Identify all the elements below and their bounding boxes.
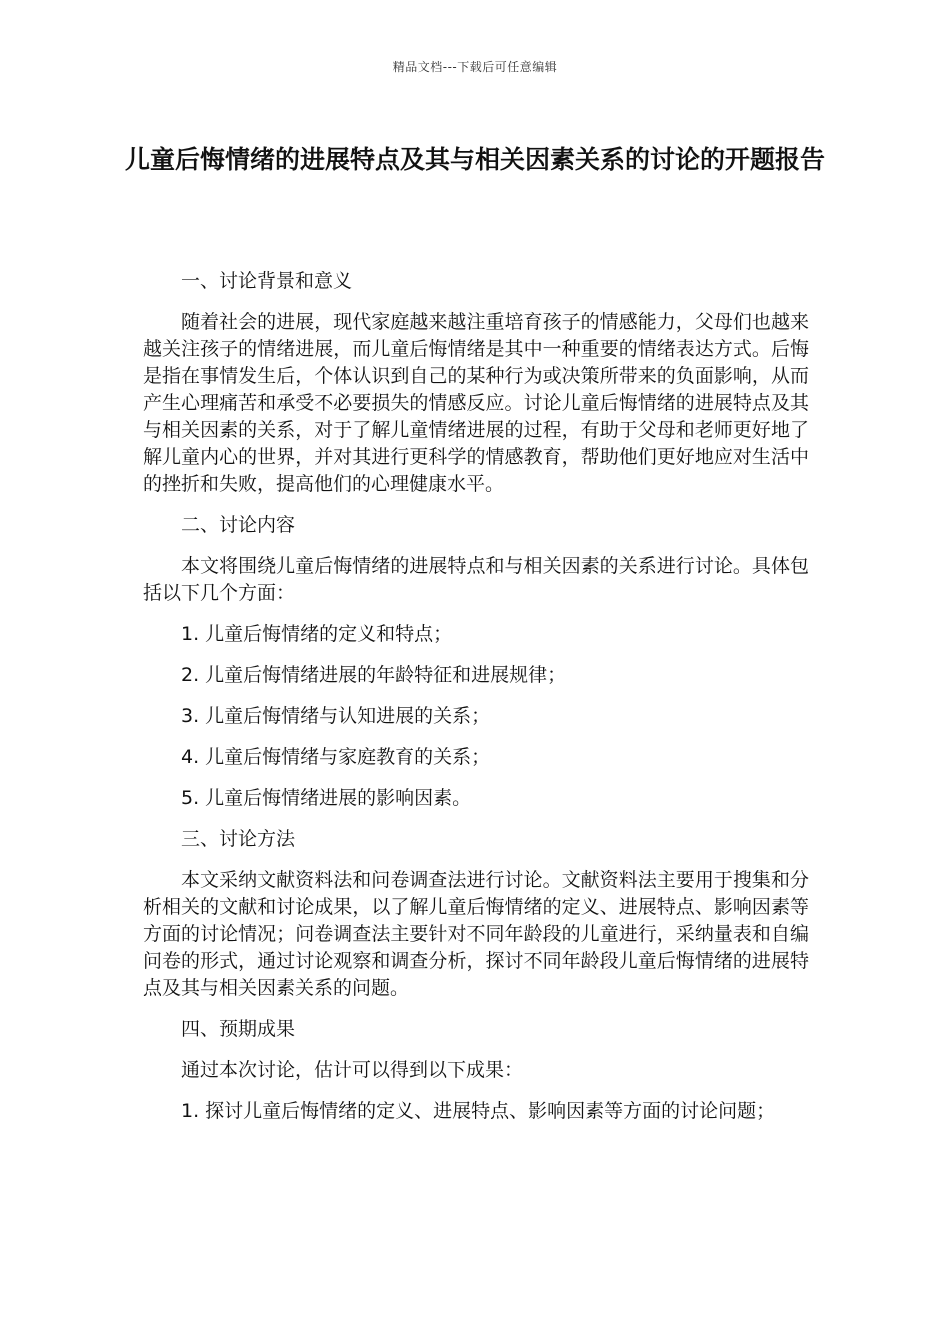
paragraph-outcomes-intro: 通过本次讨论，估计可以得到以下成果： — [181, 1059, 524, 1081]
list-item: 1. 探讨儿童后悔情绪的定义、进展特点、影响因素等方面的讨论问题； — [181, 1100, 776, 1122]
list-item: 4. 儿童后悔情绪与家庭教育的关系； — [181, 746, 491, 768]
section-heading-content: 二、讨论内容 — [181, 514, 296, 536]
list-item: 2. 儿童后悔情绪进展的年龄特征和进展规律； — [181, 664, 567, 686]
header-note: 精品文档---下载后可任意编辑 — [392, 60, 558, 74]
list-item: 5. 儿童后悔情绪进展的影响因素。 — [181, 787, 472, 809]
page-title: 儿童后悔情绪的进展特点及其与相关因素关系的讨论的开题报告 — [124, 145, 825, 174]
paragraph-methods: 本文采纳文献资料法和问卷调查法进行讨论。文献资料法主要用于搜集和分析相关的文献和讨论成果，以了解儿童后悔情绪的定义、进展特点、影响因素等方面的讨论情况；问卷调查法主要针对不同年龄段的儿童进行，采纳量表和自编问卷的形式，通过讨论观察和调查分析，探讨不同年龄段儿童后悔情绪的进展特点及其与相关因素关系的问题。 — [143, 869, 809, 999]
section-heading-background: 一、讨论背景和意义 — [181, 270, 353, 292]
section-heading-outcomes: 四、预期成果 — [181, 1018, 296, 1040]
list-item: 3. 儿童后悔情绪与认知进展的关系； — [181, 705, 491, 727]
list-item: 1. 儿童后悔情绪的定义和特点； — [181, 623, 453, 645]
paragraph-background: 随着社会的进展，现代家庭越来越注重培育孩子的情感能力，父母们也越来越关注孩子的情绪进展，而儿童后悔情绪是其中一种重要的情绪表达方式。后悔是指在事情发生后，个体认识到自己的某种行为或决策所带来的负面影响，从而产生心理痛苦和承受不必要损失的情感反应。讨论儿童后悔情绪的进展特点及其与相关因素的关系，对于了解儿童情绪进展的过程，有助于父母和老师更好地了解儿童内心的世界，并对其进行更科学的情感教育，帮助他们更好地应对生活中的挫折和失败，提高他们的心理健康水平。 — [143, 311, 809, 495]
section-heading-methods: 三、讨论方法 — [181, 828, 296, 850]
paragraph-content-intro: 本文将围绕儿童后悔情绪的进展特点和与相关因素的关系进行讨论。具体包括以下几个方面： — [143, 555, 809, 604]
document-body — [143, 268, 809, 1139]
